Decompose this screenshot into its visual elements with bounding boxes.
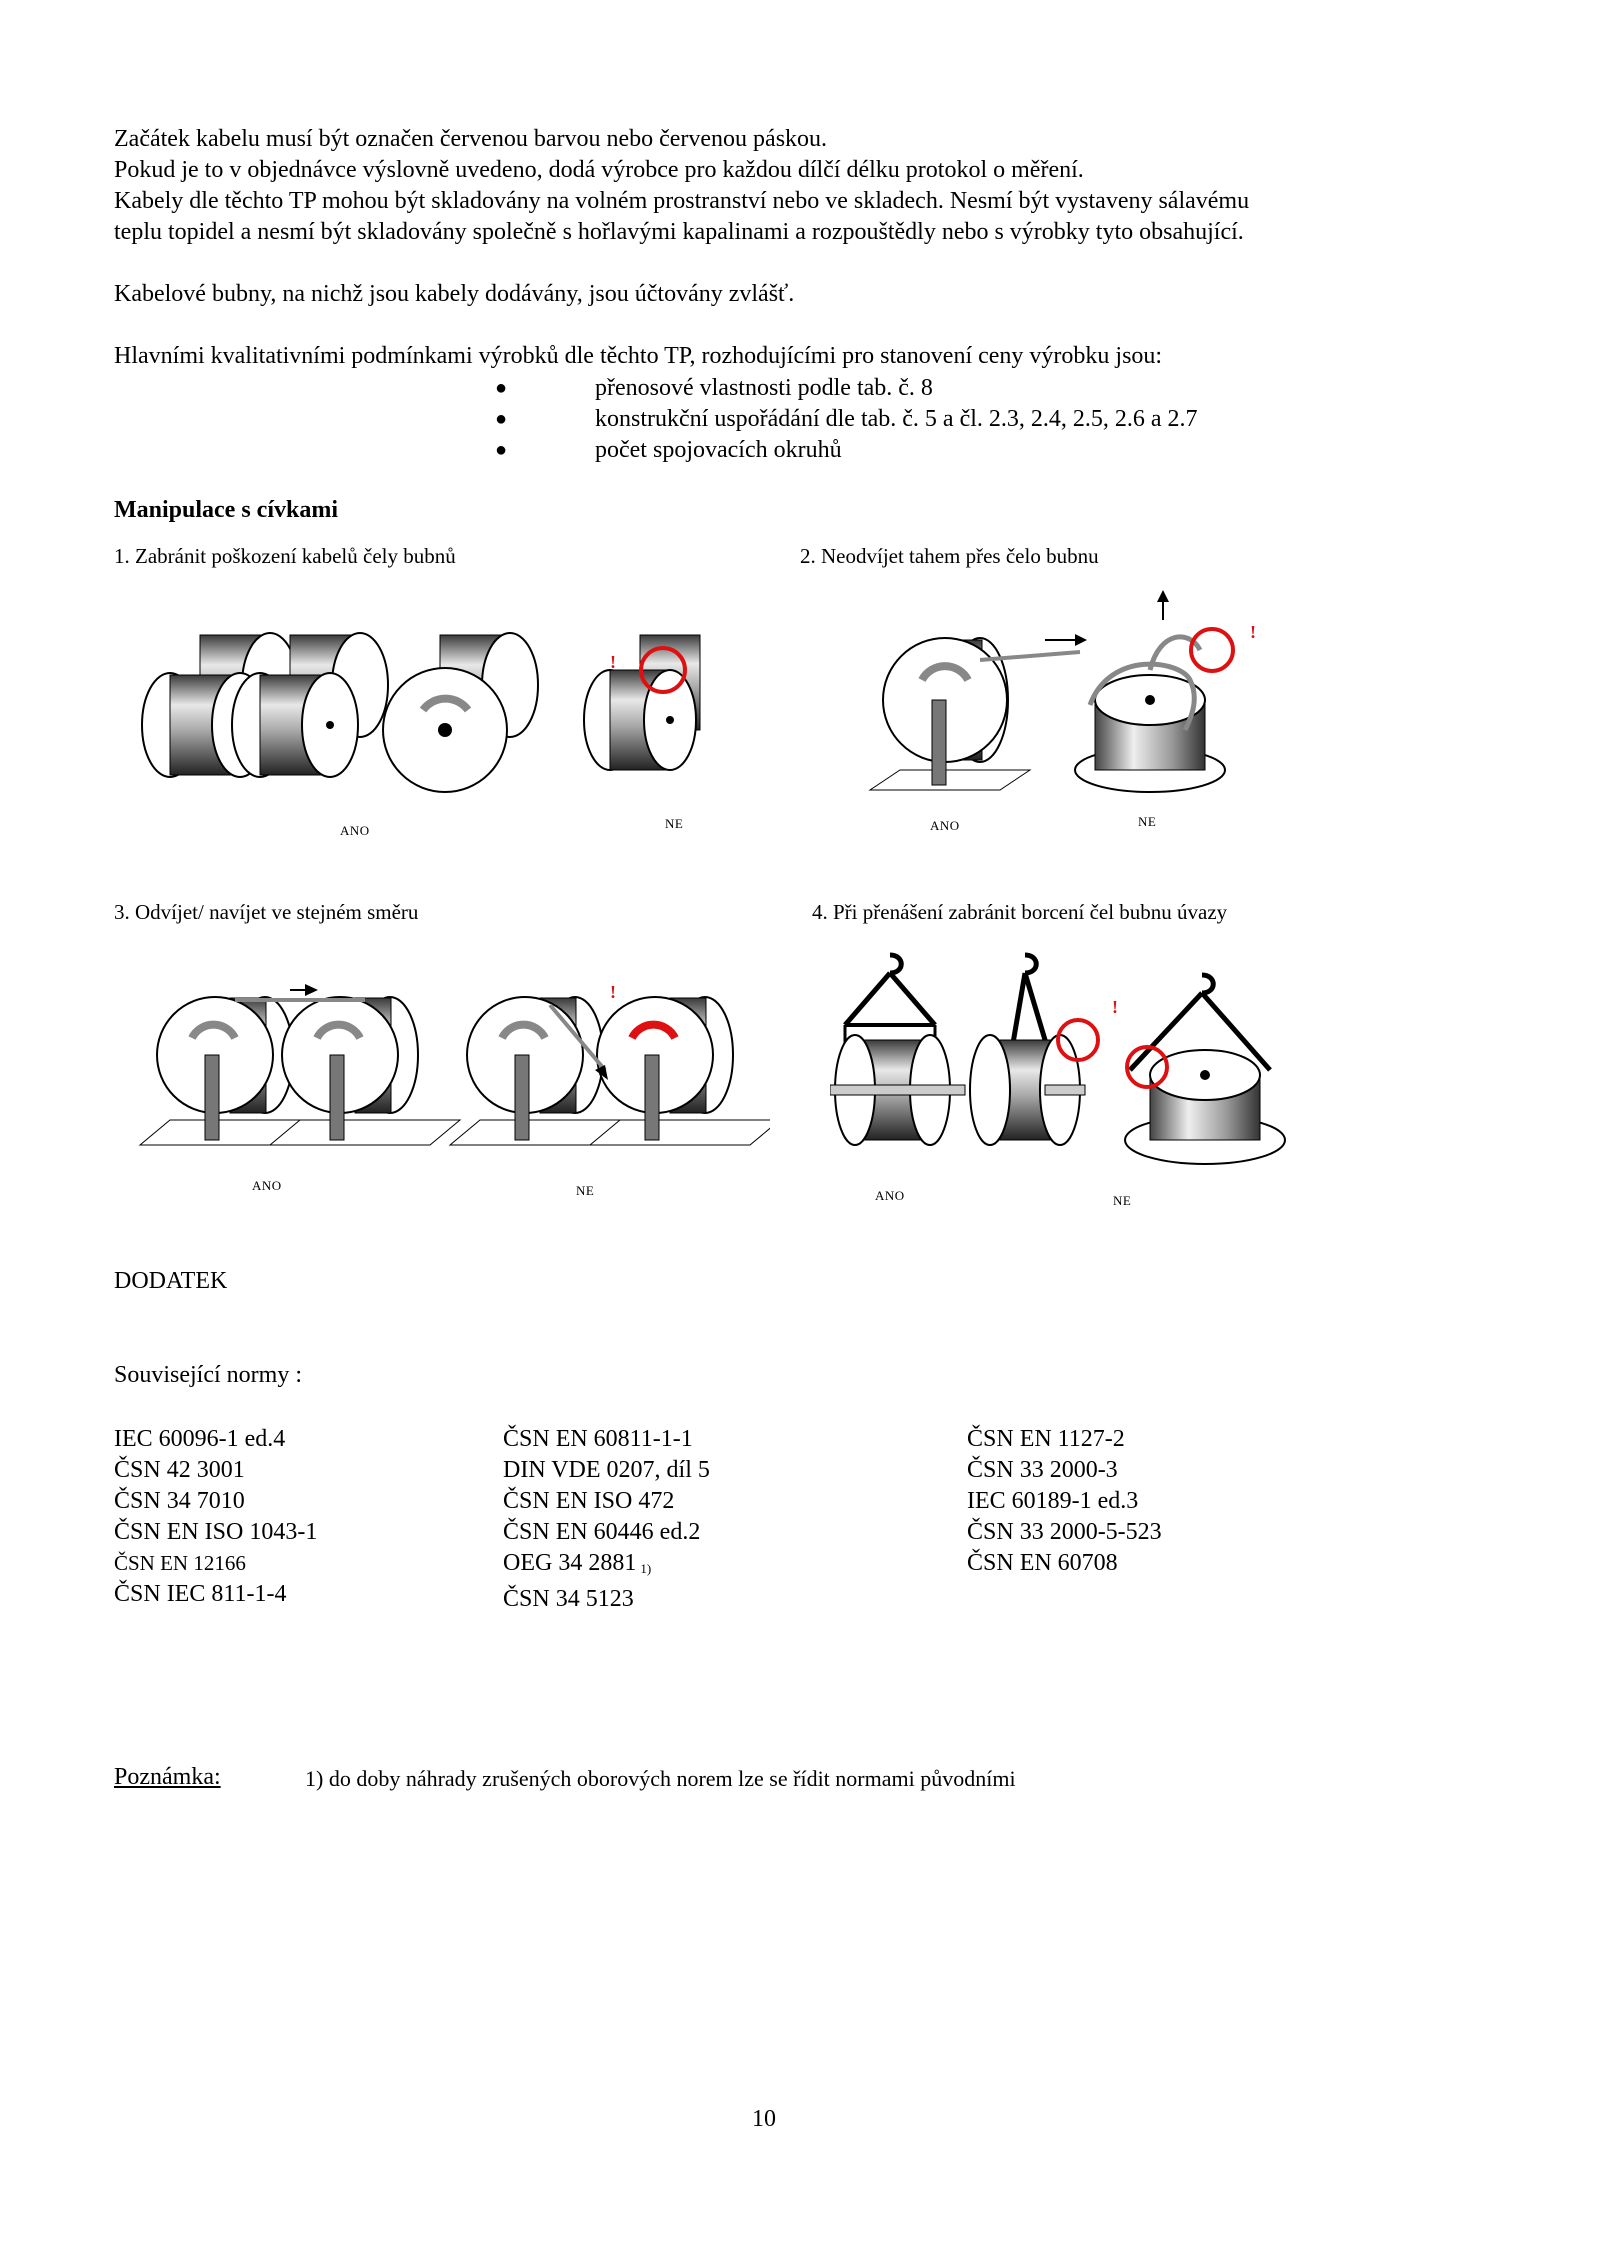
standard-item: ČSN EN 60446 ed.2 [503,1519,701,1545]
standards-column-1 [114,1424,317,1610]
page-number: 10 [752,2106,776,2132]
caption-1: 1. Zabránit poškození kabelů čely bubnů [114,544,456,568]
label-no: NE [665,816,684,831]
note-label: Poznámka: [114,1764,221,1790]
standard-item: DIN VDE 0207, díl 5 [503,1457,710,1483]
svg-text:!: ! [610,982,616,1002]
standards-column-3 [967,1424,1162,1579]
intro-line-3: Kabely dle těchto TP mohou být skladovány na volném prostranství nebo ve skladech. Nesmí být vystaveny sálavému [114,188,1250,214]
label-no: NE [576,1183,595,1198]
standards-column-2 [503,1424,710,1615]
standard-item: ČSN 42 3001 [114,1457,245,1483]
label-yes: ANO [340,823,370,838]
warning-mark: ! [610,652,616,672]
caption-4: 4. Při přenášení zabránit borcení čel bubnu úvazy [812,900,1228,924]
standard-item: ČSN EN 1127-2 [967,1426,1125,1452]
standard-item: ČSN EN ISO 472 [503,1488,675,1514]
drums-billing-text: Kabelové bubny, na nichž jsou kabely dodávány, jsou účtovány zvlášť. [114,281,795,307]
bullet-dot-icon: ● [495,377,508,399]
standard-item: ČSN EN 60811-1-1 [503,1426,693,1452]
standard-item: ČSN 34 7010 [114,1488,245,1514]
bullet-dot-icon: ● [495,408,508,430]
svg-text:!: ! [1250,622,1256,642]
caption-3: 3. Odvíjet/ navíjet ve stejném směru [114,900,419,924]
label-yes: ANO [875,1188,905,1203]
standard-item: ČSN 34 5123 [503,1586,634,1612]
intro-line-4: teplu topidel a nesmí být skladovány společně s hořlavými kapalinami a rozpouštědly nebo s výrobky tyto obsahující. [114,219,1244,245]
label-yes: ANO [252,1178,282,1193]
caption-2: 2. Neodvíjet tahem přes čelo bubnu [800,544,1099,568]
label-yes: ANO [930,818,960,833]
standard-item: OEG 34 2881 $_{1)}$ [503,1550,652,1576]
standard-item: IEC 60189-1 ed.3 [967,1488,1139,1514]
figure-drum-stacking [140,610,760,850]
related-standards-label: Související normy : [114,1362,302,1388]
figure-unwinding-pull [860,590,1280,850]
standard-item: ČSN EN 60708 [967,1550,1118,1576]
label-no: NE [1113,1193,1132,1208]
note-text: 1) do doby náhrady zrušených oborových norem lze se řídit normami původními [305,1766,1016,1791]
standard-item: IEC 60096-1 ed.4 [114,1426,286,1452]
footnote-mark: 1) [640,1561,652,1576]
standard-item: ČSN IEC 811-1-4 [114,1581,287,1607]
intro-line-2: Pokud je to v objednávce výslovně uvedeno, dodá výrobce pro každou dílčí délku protokol o měření. [114,157,1084,183]
figure-winding-direction [130,970,770,1210]
standard-item: ČSN 33 2000-5-523 [967,1519,1162,1545]
manipulation-heading: Manipulace s cívkami [114,497,339,523]
standard-item: ČSN EN 12166 [114,1551,246,1575]
appendix-title: DODATEK [114,1268,228,1294]
standard-item: ČSN 33 2000-3 [967,1457,1118,1483]
intro-line-1: Začátek kabelu musí být označen červenou barvou nebo červenou páskou. [114,126,828,152]
bullet-dot-icon: ● [495,439,508,461]
standard-item: ČSN EN ISO 1043-1 [114,1519,318,1545]
svg-text:!: ! [1112,997,1118,1017]
label-no: NE [1138,814,1157,829]
quality-conditions-text: Hlavními kvalitativními podmínkami výrobků dle těchto TP, rozhodujícími pro stanovení ceny výrobku jsou: [114,343,1163,369]
figure-lifting-slings [830,945,1300,1225]
